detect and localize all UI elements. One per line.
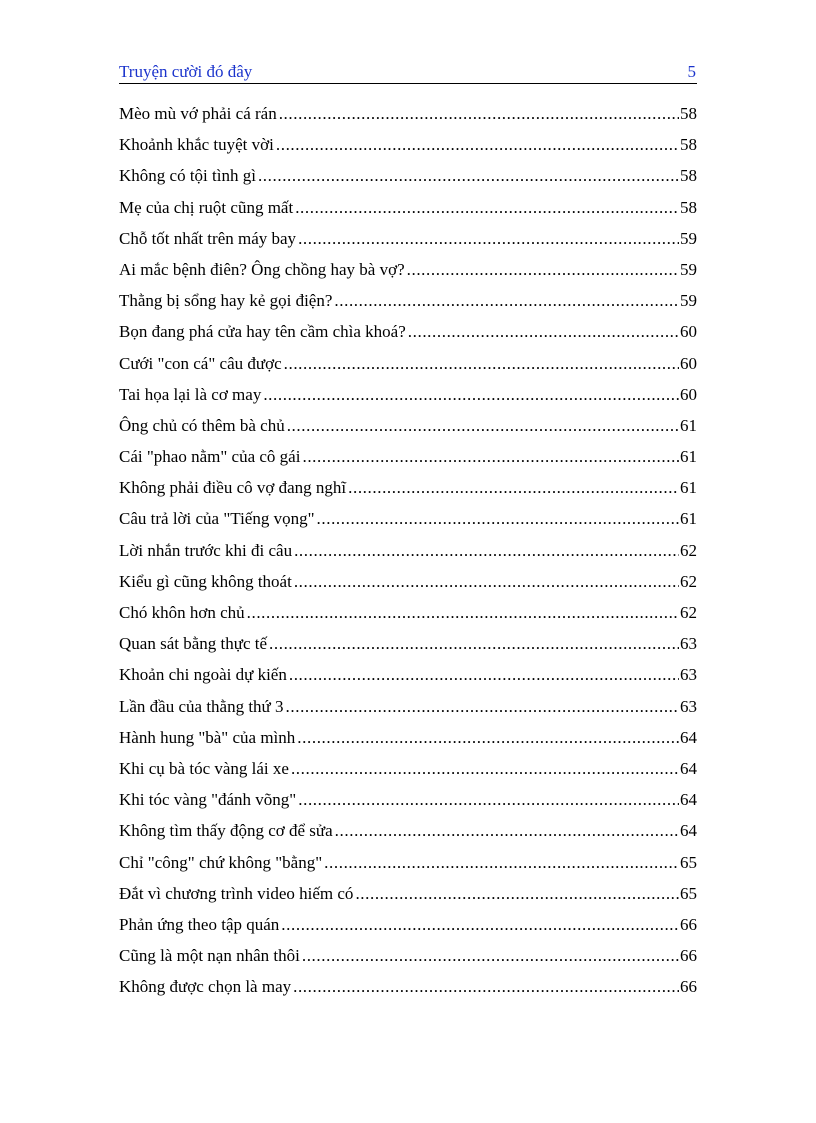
toc-entry-title: Khoảnh khắc tuyệt vời [119,135,274,155]
toc-entry-title: Mẹ của chị ruột cũng mất [119,197,294,217]
dot-leader [302,940,679,971]
running-header [119,60,697,84]
header-page-number: 5 [687,62,696,81]
dot-leader [334,285,679,316]
dot-leader [302,441,679,472]
toc-entry[interactable] [119,628,697,659]
toc-entry[interactable] [119,753,697,784]
toc-entry[interactable] [119,722,697,753]
toc-entry-page-number: 59 [680,291,697,311]
dot-leader [348,472,679,503]
table-of-contents [119,98,697,1002]
toc-entry[interactable] [119,535,697,566]
toc-entry-title: Câu trả lời của "Tiếng vọng" [119,509,315,529]
toc-entry[interactable] [119,784,697,815]
dot-leader [298,784,679,815]
toc-entry[interactable] [119,316,697,347]
toc-entry-page-number: 58 [680,166,697,186]
toc-entry-page-number: 66 [680,946,697,966]
toc-entry-title: Chỉ "công" chứ không "bằng" [119,852,323,872]
toc-entry-title: Kiểu gì cũng không thoát [119,571,292,591]
toc-entry[interactable] [119,878,697,909]
toc-entry-page-number: 62 [680,540,697,560]
toc-entry-title: Quan sát bằng thực tế [119,634,268,654]
toc-entry-page-number: 62 [680,603,697,622]
dot-leader [355,878,679,909]
toc-entry[interactable] [119,566,697,597]
toc-entry-title: Ông chủ có thêm bà chủ [119,415,285,435]
dot-leader [269,628,679,659]
toc-entry[interactable] [119,129,697,160]
dot-leader [407,254,679,285]
toc-entry-page-number: 61 [680,447,697,467]
toc-entry-page-number: 58 [680,135,697,155]
toc-entry[interactable] [119,285,697,316]
toc-entry-page-number: 60 [680,353,697,373]
toc-entry[interactable] [119,410,697,441]
toc-entry-page-number: 64 [680,821,697,841]
dot-leader [258,160,679,191]
toc-entry-title: Bọn đang phá cửa hay tên cầm chìa khoá? [119,322,406,342]
toc-entry-title: Khi cụ bà tóc vàng lái xe [119,758,289,778]
toc-entry-page-number: 63 [680,696,697,716]
toc-entry-title: Ai mắc bệnh điên? Ông chồng hay bà vợ? [119,259,405,279]
toc-entry[interactable] [119,254,697,285]
toc-entry-title: Hành hung "bà" của mình [119,727,296,747]
dot-leader [295,192,679,223]
toc-entry-title: Cái "phao nằm" của cô gái [119,447,301,467]
toc-entry[interactable] [119,348,697,379]
header-title: Truyện cười đó đây [119,62,253,81]
toc-entry[interactable] [119,971,697,1002]
toc-entry[interactable] [119,815,697,846]
toc-entry-page-number: 61 [680,478,697,498]
dot-leader [276,129,679,160]
toc-entry-title: Mèo mù vớ phải cá rán [119,104,277,123]
toc-entry-title: Tai họa lại là cơ may [119,384,262,404]
toc-entry-title: Không được chọn là may [119,977,292,997]
dot-leader [317,503,679,534]
toc-entry-title: Chó khôn hơn chủ [119,603,245,622]
toc-entry[interactable] [119,160,697,191]
toc-entry[interactable] [119,597,697,628]
toc-entry-title: Lần đầu của thằng thứ 3 [119,696,284,716]
toc-entry-page-number: 63 [680,634,697,654]
dot-leader [291,753,679,784]
toc-entry[interactable] [119,909,697,940]
toc-entry-title: Cũng là một nạn nhân thôi [119,946,300,966]
toc-entry-page-number: 65 [680,852,697,872]
toc-entry-page-number: 59 [680,259,697,279]
dot-leader [281,909,679,940]
toc-entry-page-number: 62 [680,571,697,591]
toc-entry-page-number: 65 [680,883,697,903]
toc-entry-page-number: 66 [680,914,697,934]
toc-entry[interactable] [119,940,697,971]
toc-entry-title: Không tìm thấy động cơ để sửa [119,821,333,841]
dot-leader [263,379,679,410]
dot-leader [293,971,679,1002]
toc-entry-page-number: 60 [680,322,697,342]
dot-leader [294,566,679,597]
toc-entry-page-number: 59 [680,228,697,248]
dot-leader [298,223,679,254]
dot-leader [279,98,679,129]
toc-entry-title: Chỗ tốt nhất trên máy bay [119,228,297,248]
toc-entry-title: Khoản chi ngoài dự kiến [119,665,287,685]
toc-entry[interactable] [119,659,697,690]
dot-leader [324,847,679,878]
toc-entry-title: Không phải điều cô vợ đang nghĩ [119,478,347,498]
toc-entry[interactable] [119,847,697,878]
toc-entry-page-number: 61 [680,415,697,435]
toc-entry-page-number: 64 [680,727,697,747]
toc-entry-title: Thằng bị sổng hay kẻ gọi điện? [119,291,333,311]
toc-entry-title: Cưới "con cá" câu được [119,353,282,373]
toc-entry-title: Đắt vì chương trình video hiếm có [119,883,354,903]
dot-leader [335,815,679,846]
toc-entry[interactable] [119,98,697,129]
toc-entry[interactable] [119,691,697,722]
toc-entry-page-number: 66 [680,977,697,997]
dot-leader [287,410,679,441]
toc-entry[interactable] [119,441,697,472]
toc-entry-page-number: 61 [680,509,697,529]
dot-leader [408,316,679,347]
toc-entry-page-number: 63 [680,665,697,685]
toc-entry-page-number: 58 [680,197,697,217]
toc-entry-page-number: 58 [680,104,697,123]
toc-entry[interactable] [119,379,697,410]
dot-leader [247,597,679,628]
toc-entry-title: Không có tội tình gì [119,166,256,186]
toc-entry-title: Khi tóc vàng "đánh võng" [119,790,297,810]
toc-entry[interactable] [119,503,697,534]
dot-leader [294,535,679,566]
toc-entry-title: Phản ứng theo tập quán [119,914,280,934]
toc-entry[interactable] [119,472,697,503]
dot-leader [286,691,679,722]
toc-entry-page-number: 64 [680,790,697,810]
toc-entry[interactable] [119,223,697,254]
toc-entry[interactable] [119,192,697,223]
toc-entry-page-number: 60 [680,384,697,404]
dot-leader [284,348,679,379]
toc-entry-title: Lời nhắn trước khi đi câu [119,540,293,560]
toc-entry-page-number: 64 [680,758,697,778]
dot-leader [297,722,679,753]
dot-leader [289,659,679,690]
